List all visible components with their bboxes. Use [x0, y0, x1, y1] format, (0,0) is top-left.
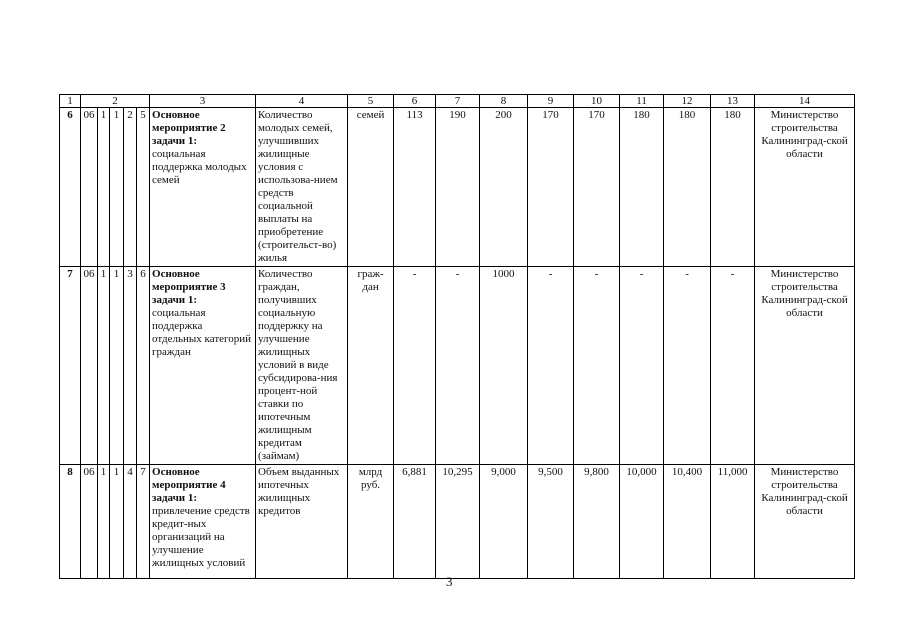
header-cell: 1 [60, 95, 81, 108]
row-number-cell: 7 [60, 267, 81, 465]
value-cell: 190 [436, 108, 480, 267]
header-cell: 6 [394, 95, 436, 108]
header-cell: 9 [528, 95, 574, 108]
header-cell: 12 [664, 95, 711, 108]
code-cell: 06 [81, 267, 98, 465]
code-cell: 1 [98, 267, 110, 465]
measure-description: социальная поддержка отдельных категорий граждан [152, 307, 252, 358]
value-cell: - [574, 267, 620, 465]
code-cell: 06 [81, 108, 98, 267]
value-cell: 1000 [480, 267, 528, 465]
measure-name-cell [150, 108, 256, 267]
header-cell: 2 [81, 95, 150, 108]
value-cell: - [664, 267, 711, 465]
unit-cell: граж-дан [348, 267, 394, 465]
code-cell: 3 [124, 267, 137, 465]
executor-cell: Министерство строительства Калининград-ской области [755, 267, 855, 465]
code-cell: 5 [137, 108, 150, 267]
code-cell: 1 [110, 267, 124, 465]
indicator-cell: Количество граждан, получивших социальную поддержку на улучшение жилищных условий в виде субсидирова-ния процент-ной ставки по ипотечным жилищным кредитам (займам) [256, 267, 348, 465]
row-number-cell: 6 [60, 108, 81, 267]
value-cell: 10,000 [620, 465, 664, 579]
header-cell: 4 [256, 95, 348, 108]
value-cell: 10,400 [664, 465, 711, 579]
value-cell: 9,000 [480, 465, 528, 579]
table-row [60, 267, 855, 465]
measure-name-cell [150, 465, 256, 579]
code-cell: 6 [137, 267, 150, 465]
header-cell: 10 [574, 95, 620, 108]
measure-description: привлечение средств кредит-ных организаций на улучшение жилищных условий [152, 505, 250, 569]
executor-cell: Министерство строительства Калининград-ской области [755, 465, 855, 579]
value-cell: 9,800 [574, 465, 620, 579]
value-cell: 9,500 [528, 465, 574, 579]
value-cell: 180 [711, 108, 755, 267]
unit-cell: млрд руб. [348, 465, 394, 579]
indicator-cell: Объем выданных ипотечных жилищных кредитов [256, 465, 348, 579]
table-row [60, 465, 855, 579]
measure-description: социальная поддержка молодых семей [152, 148, 247, 186]
row-number-cell: 8 [60, 465, 81, 579]
code-cell: 1 [110, 465, 124, 579]
indicator-cell: Количество молодых семей, улучшивших жилищные условия с использова-нием средств социальной выплаты на приобретение (строительст-во) жилья [256, 108, 348, 267]
measure-title: Основное мероприятие 3 задачи 1: [152, 268, 226, 306]
code-cell: 2 [124, 108, 137, 267]
header-cell: 11 [620, 95, 664, 108]
value-cell: - [711, 267, 755, 465]
value-cell: 200 [480, 108, 528, 267]
header-cell: 3 [150, 95, 256, 108]
code-cell: 1 [110, 108, 124, 267]
value-cell: 170 [574, 108, 620, 267]
code-cell: 1 [98, 108, 110, 267]
unit-cell: семей [348, 108, 394, 267]
value-cell: - [528, 267, 574, 465]
value-cell: 180 [664, 108, 711, 267]
measure-title: Основное мероприятие 2 задачи 1: [152, 109, 226, 147]
value-cell: 10,295 [436, 465, 480, 579]
value-cell: - [436, 267, 480, 465]
code-cell: 1 [98, 465, 110, 579]
page-number: 3 [446, 574, 453, 589]
table-row [60, 108, 855, 267]
measure-name-cell [150, 267, 256, 465]
value-cell: 113 [394, 108, 436, 267]
executor-cell: Министерство строительства Калининград-ской области [755, 108, 855, 267]
value-cell: - [394, 267, 436, 465]
header-cell: 8 [480, 95, 528, 108]
value-cell: 6,881 [394, 465, 436, 579]
value-cell: - [620, 267, 664, 465]
code-cell: 7 [137, 465, 150, 579]
measure-title: Основное мероприятие 4 задачи 1: [152, 466, 226, 504]
header-cell: 14 [755, 95, 855, 108]
code-cell: 4 [124, 465, 137, 579]
value-cell: 180 [620, 108, 664, 267]
header-cell: 5 [348, 95, 394, 108]
header-row [60, 95, 855, 108]
header-cell: 7 [436, 95, 480, 108]
header-cell: 13 [711, 95, 755, 108]
code-cell: 06 [81, 465, 98, 579]
program-table [59, 94, 855, 579]
value-cell: 11,000 [711, 465, 755, 579]
value-cell: 170 [528, 108, 574, 267]
